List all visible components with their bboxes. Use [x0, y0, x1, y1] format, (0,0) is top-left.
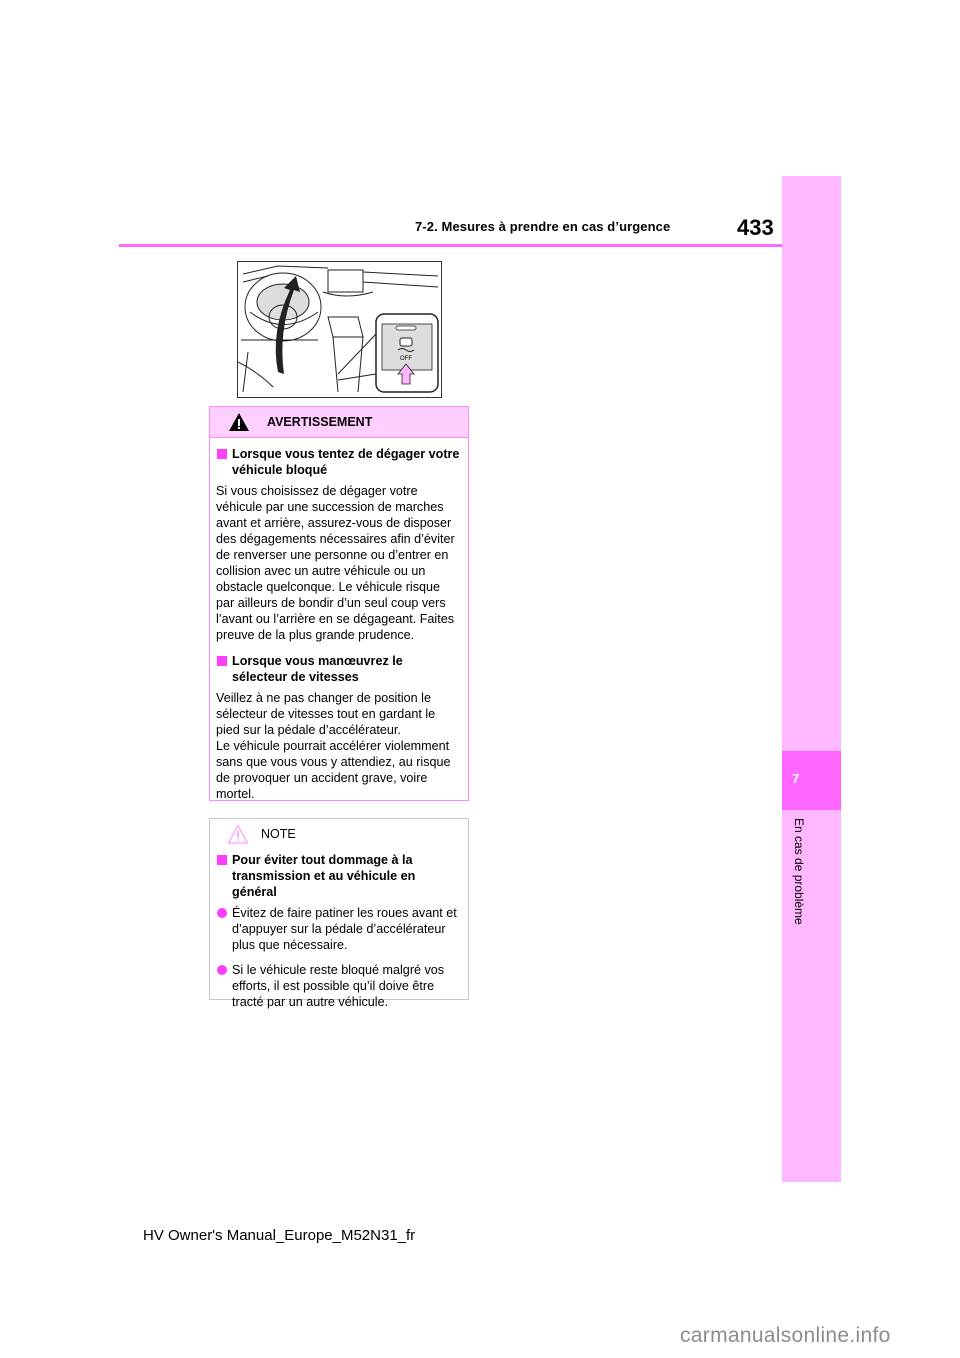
circle-bullet-icon: [217, 908, 227, 918]
chapter-label: En cas de problème: [792, 818, 806, 925]
watermark: carmanualsonline.info: [680, 1324, 891, 1347]
note-bullet: Évitez de faire patiner les roues avant et d’appuyer sur la pédale d’accélérateur plus que nécessaire.: [216, 905, 460, 953]
square-bullet-icon: [217, 855, 227, 865]
warning-paragraph: Si vous choisissez de dégager votre véhicule par une succession de marches avant et arrière, assurez-vous de disposer des dégagements nécessaires afin d’éviter de renverser une personne ou d’entrer en collision avec un autre véhicule ou un obstacle quelconque. Le véhicule risque par ailleurs de bondir d’un seul coup vers l’avant ou l’arrière en se dégageant. Faites preuve de la plus grande prudence.: [216, 484, 455, 642]
warning-triangle-icon: [228, 412, 250, 432]
svg-text:OFF: OFF: [400, 356, 412, 362]
note-box: [209, 818, 469, 1009]
chapter-side-tab: [782, 176, 841, 1182]
note-header: [210, 819, 468, 847]
square-bullet-icon: [217, 449, 227, 459]
chapter-number: 7: [792, 771, 800, 786]
warning-paragraph: Le véhicule pourrait accélérer violemment sans que vous vous y attendiez, au risque de provoquer un accident grave, voire mortel.: [216, 739, 451, 801]
manual-footer: HV Owner's Manual_Europe_M52N31_fr: [143, 1227, 416, 1244]
warning-subheading: Lorsque vous tentez de dégager votre véhicule bloqué: [216, 446, 460, 478]
square-bullet-icon: [217, 656, 227, 666]
page-number: 433: [737, 215, 774, 240]
caution-triangle-icon: [227, 824, 249, 844]
warning-header: [210, 407, 468, 438]
circle-bullet-icon: [217, 965, 227, 975]
warning-subheading: Lorsque vous manœuvrez le sélecteur de vitesses: [216, 653, 460, 685]
note-subheading: Pour éviter tout dommage à la transmission et au véhicule en général: [216, 852, 460, 900]
chapter-number-block: [782, 751, 841, 810]
header-rule: [119, 244, 782, 247]
warning-paragraph: Veillez à ne pas changer de position le sélecteur de vitesses tout en gardant le pied sur la pédale d’accélérateur.: [216, 691, 436, 737]
dashboard-illustration: [237, 261, 442, 398]
dashboard-drawing-icon: [238, 262, 441, 397]
section-title: 7-2. Mesures à prendre en cas d’urgence: [415, 219, 671, 234]
note-bullet: Si le véhicule reste bloqué malgré vos efforts, il est possible qu’il doive être tracté par un autre véhicule.: [216, 962, 460, 1010]
warning-box: [209, 406, 469, 801]
note-title: NOTE: [261, 827, 296, 841]
warning-title: AVERTISSEMENT: [267, 415, 373, 429]
